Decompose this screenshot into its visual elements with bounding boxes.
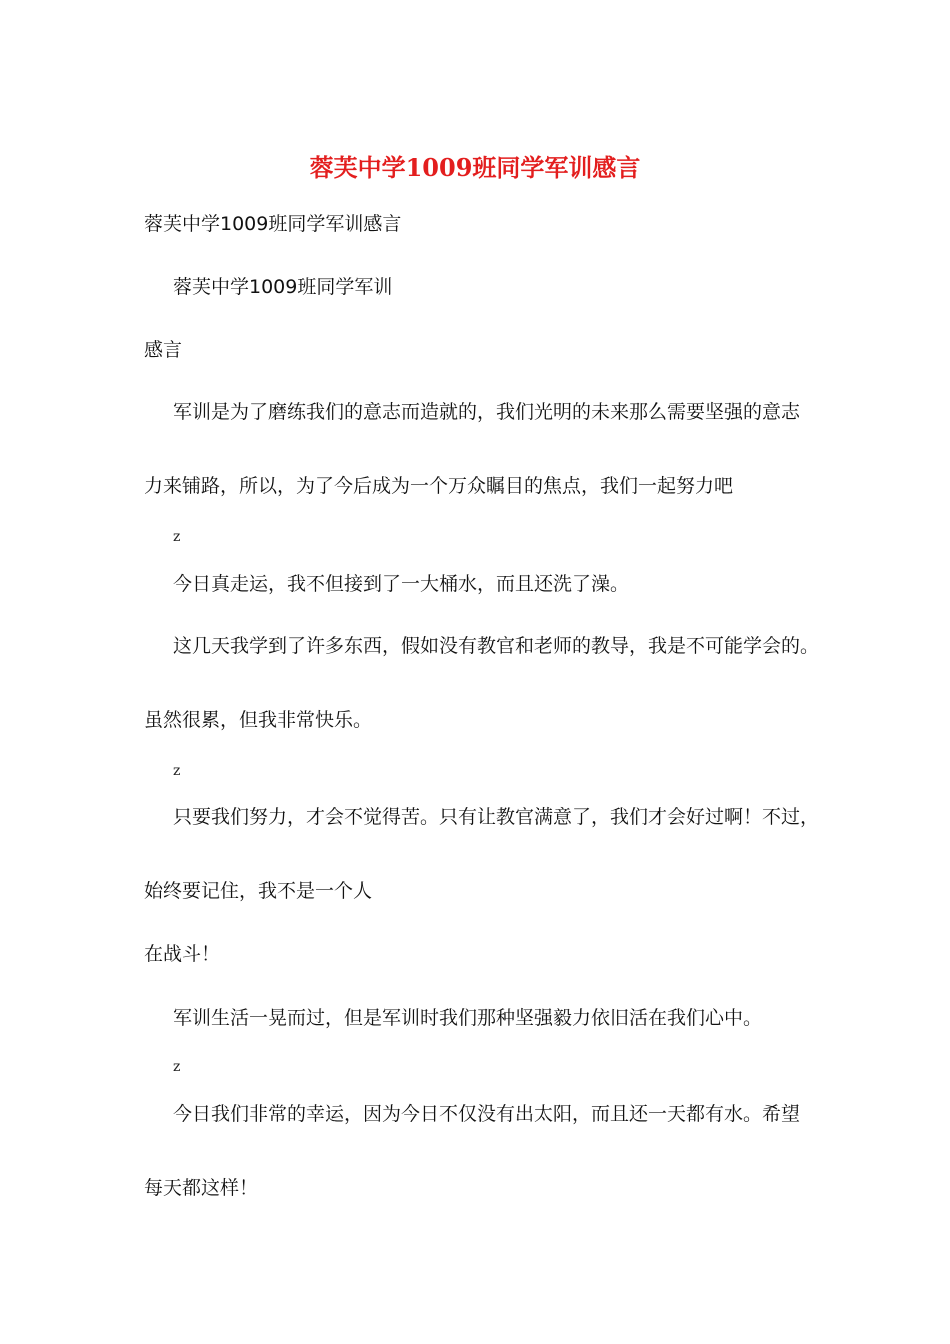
paragraph-3-line1: 这几天我学到了许多东西，假如没有教官和老师的教导，我是不可能学会的。 <box>173 635 820 657</box>
document-subtitle: 蓉芙中学1009班同学军训感言 <box>144 213 402 235</box>
section-heading-line2: 感言 <box>144 339 183 361</box>
paragraph-5: 军训生活一晃而过，但是军训时我们那种坚强毅力依旧活在我们心中。 <box>173 1007 763 1029</box>
section-heading-line1: 蓉芙中学1009班同学军训 <box>173 276 393 298</box>
separator-marker-1: z <box>173 529 181 545</box>
paragraph-1-line2: 力来铺路，所以，为了今后成为一个万众瞩目的焦点，我们一起努力吧 <box>144 475 734 497</box>
paragraph-2: 今日真走运，我不但接到了一大桶水，而且还洗了澡。 <box>173 573 630 595</box>
paragraph-4-line3: 在战斗！ <box>144 943 221 965</box>
paragraph-1-line1: 军训是为了磨练我们的意志而造就的，我们光明的未来那么需要坚强的意志 <box>173 401 801 423</box>
paragraph-4-line1: 只要我们努力，才会不觉得苦。只有让教官满意了，我们才会好过啊！不过， <box>173 806 820 828</box>
paragraph-6-line2: 每天都这样！ <box>144 1177 259 1199</box>
paragraph-3-line2: 虽然很累，但我非常快乐。 <box>144 709 373 731</box>
paragraph-6-line1: 今日我们非常的幸运，因为今日不仅没有出太阳，而且还一天都有水。希望 <box>173 1103 801 1125</box>
document-title: 蓉芙中学1009班同学军训感言 <box>309 153 641 182</box>
separator-marker-2: z <box>173 763 181 779</box>
separator-marker-3: z <box>173 1059 181 1075</box>
paragraph-4-line2: 始终要记住，我不是一个人 <box>144 880 373 902</box>
